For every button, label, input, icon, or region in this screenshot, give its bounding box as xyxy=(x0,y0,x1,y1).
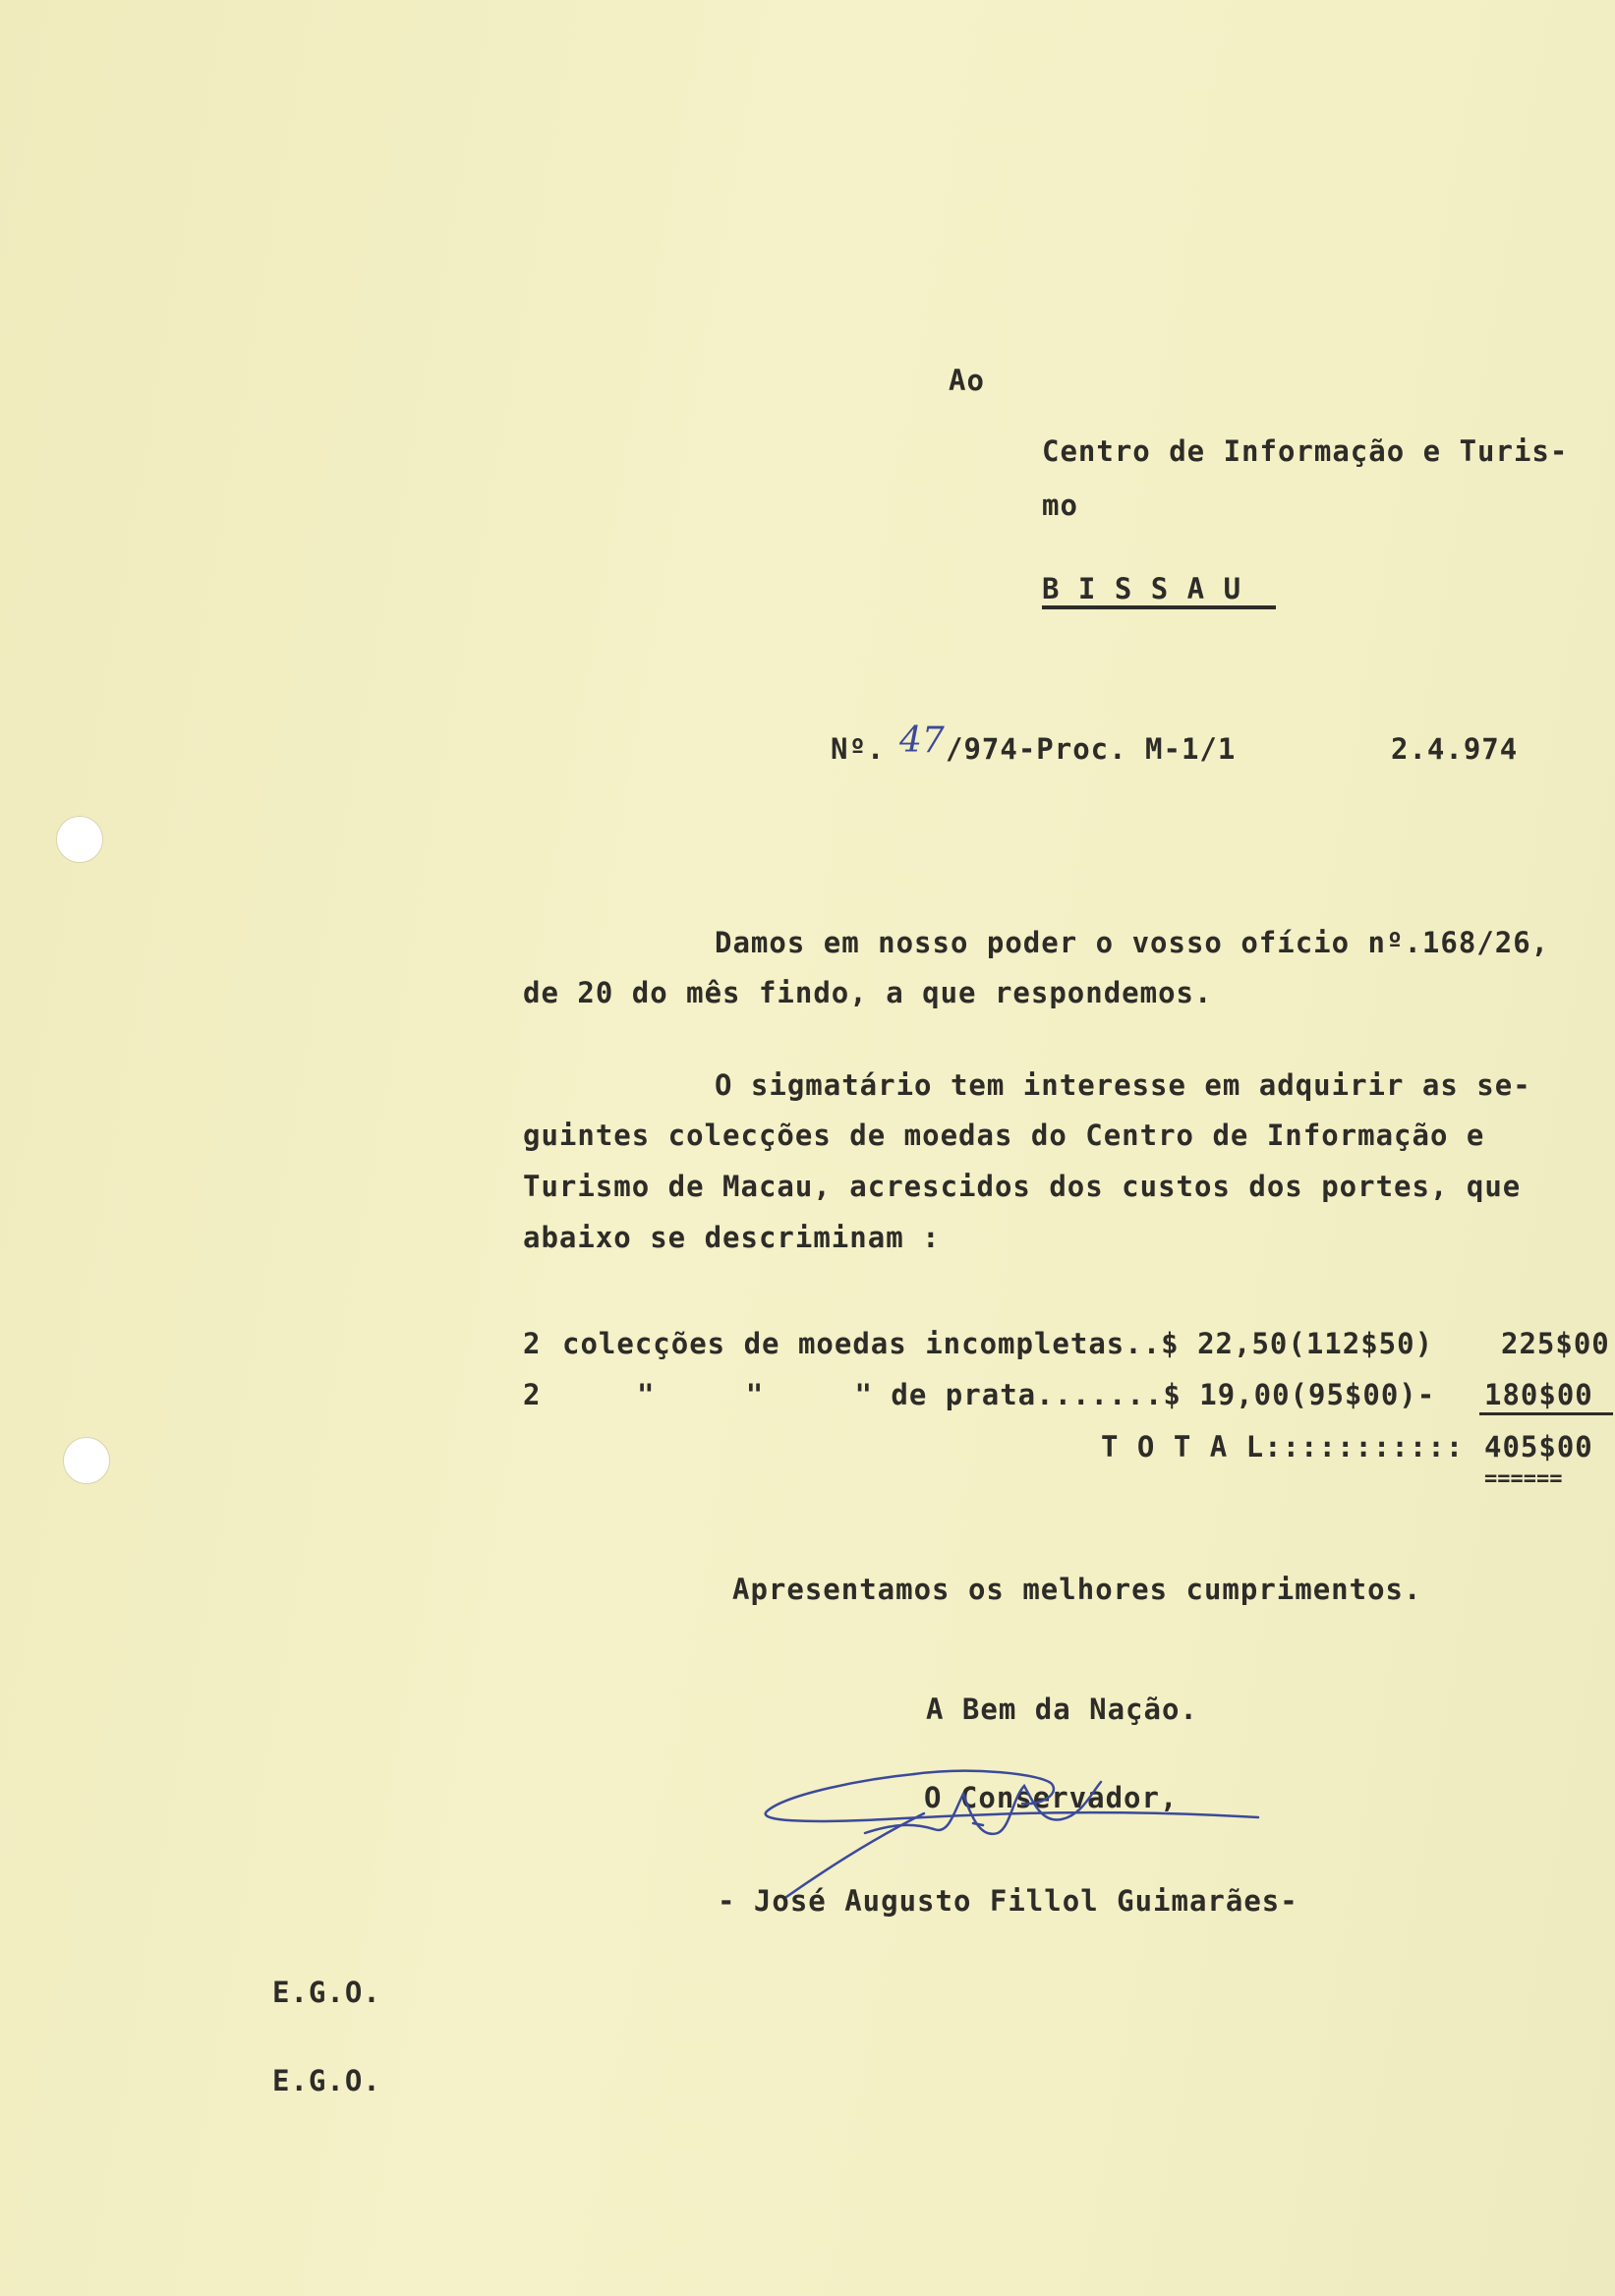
reference-suffix: /974-Proc. M-1/1 xyxy=(946,732,1237,766)
signature-icon xyxy=(747,1754,1337,1902)
item-2-underline xyxy=(1479,1412,1613,1415)
addressee-line1: Centro de Informação e Turis- xyxy=(1042,434,1569,468)
reference-date: 2.4.974 xyxy=(1391,732,1519,766)
total-label: T O T A L::::::::::: xyxy=(1101,1430,1465,1464)
item-1-total: 225$00 xyxy=(1501,1327,1610,1360)
footer-ref-1: E.G.O. xyxy=(272,1976,381,2009)
item-1-description: colecções de moedas incompletas..$ 22,50(112$50) xyxy=(562,1327,1434,1360)
total-double-rule: ====== xyxy=(1484,1466,1563,1491)
punch-hole-bottom xyxy=(63,1437,110,1484)
addressee-city: B I S S A U xyxy=(1042,572,1242,605)
addressee-ao: Ao xyxy=(949,364,985,397)
closing-signatory: - José Augusto Fillol Guimarães- xyxy=(718,1884,1298,1918)
city-underline xyxy=(1042,605,1276,609)
closing-motto: A Bem da Nação. xyxy=(926,1693,1198,1726)
item-2-description: " " " de prata.......$ 19,00(95$00)- xyxy=(637,1378,1436,1411)
body-para2-line3: Turismo de Macau, acrescidos dos custos dos portes, que xyxy=(523,1170,1522,1203)
total-value: 405$00 xyxy=(1484,1430,1593,1464)
footer-ref-2: E.G.O. xyxy=(272,2064,381,2097)
body-para1-line1: Damos em nosso poder o vosso ofício nº.168/26, xyxy=(715,926,1550,959)
reference-prefix: Nº. xyxy=(831,732,886,766)
addressee-line2: mo xyxy=(1042,488,1078,522)
closing-role: O Conservador, xyxy=(924,1781,1179,1814)
body-para1-line2: de 20 do mês findo, a que respondemos. xyxy=(523,976,1213,1009)
body-para2-line1: O sigmatário tem interesse em adquirir as se- xyxy=(715,1068,1531,1102)
body-para2-line4: abaixo se descriminam : xyxy=(523,1221,941,1254)
closing-greeting: Apresentamos os melhores cumprimentos. xyxy=(732,1573,1422,1606)
punch-hole-top xyxy=(56,816,103,863)
body-para2-line2: guintes colecções de moedas do Centro de Informação e xyxy=(523,1119,1485,1152)
item-1-qty: 2 xyxy=(523,1327,542,1360)
handwritten-number: 47 xyxy=(899,720,945,761)
item-2-qty: 2 xyxy=(523,1378,542,1411)
item-2-total: 180$00 xyxy=(1484,1378,1593,1411)
